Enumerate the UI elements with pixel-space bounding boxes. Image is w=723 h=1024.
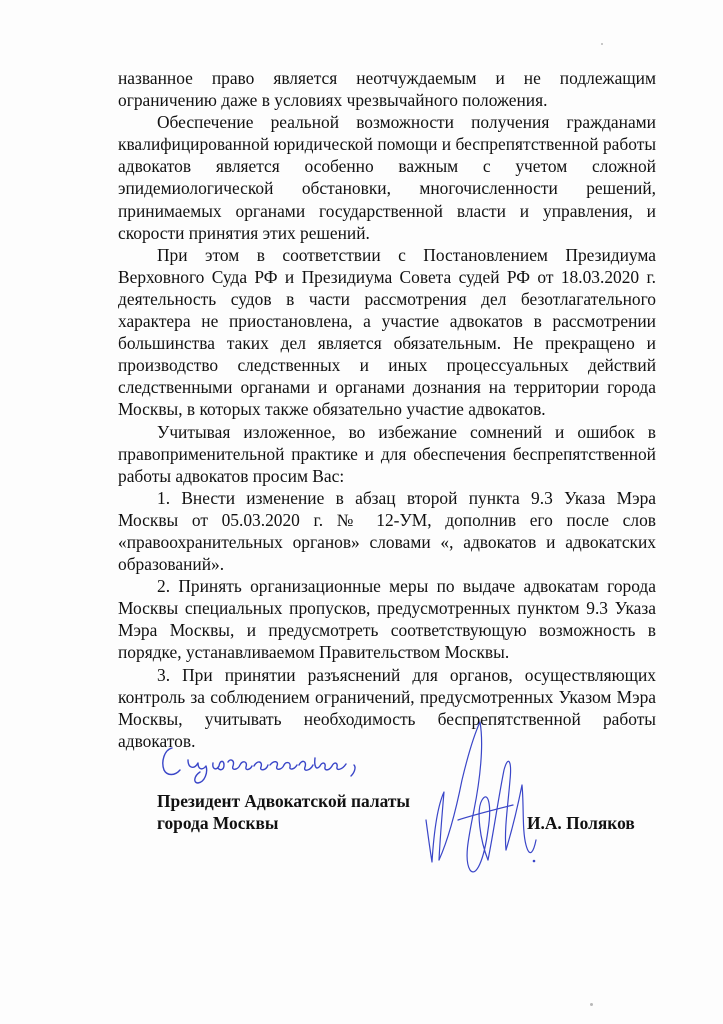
handwritten-closing — [158, 736, 368, 786]
signature — [418, 710, 548, 890]
paragraph-request-intro: Учитывая изложенное, во избежание сомнений и ошибок в правоприменительной практике и для обеспечения беспрепятственной работы адвокатов просим Вас: — [118, 421, 656, 486]
paragraph-legal-aid: Обеспечение реальной возможности получения гражданами квалифицированной юридической помощи и беспрепятственной работы адвокатов является особенно важным с учетом сложной эпидемиологической обстановки, многочисленности решений, принимаемых органами государственной власти и управления, и скорости принятия этих решений. — [118, 112, 656, 243]
request-item-2: 2. Принять организационные меры по выдаче адвокатам города Москвы специальных пропусков, предусмотренных пунктом 9.3 Указа Мэра Москвы, и предусмотреть соответствующую возможность в порядке, устанавливаемом Правительством Москвы. — [118, 576, 656, 663]
paragraph-courts-activity: При этом в соответствии с Постановлением Президиума Верховного Суда РФ и Президиума Совета судей РФ от 18.03.2020 г. деятельность судов в части рассмотрения дел безотлагательного характера не приостановлена, а участие адвокатов в рассмотрении большинства таких дел является обязательным. Не прекращено и производство следственных и иных процессуальных действий следственными органами и органами дознания на территории города Москвы, в которых также обязательно участие адвокатов. — [118, 244, 656, 420]
paragraph-continuation: названное право является неотчуждаемым и не подлежащим ограничению даже в условиях чрезвычайного положения. — [118, 68, 656, 111]
scan-speck — [590, 1003, 593, 1006]
signer-title-line-2: города Москвы — [157, 813, 279, 834]
signer-title — [157, 790, 427, 834]
signer-name: И.А. Поляков — [527, 813, 635, 833]
letter-body — [118, 67, 656, 752]
request-item-3: 3. При принятии разъяснений для органов, осуществляющих контроль за соблюдением ограничений, предусмотренных Указом Мэра Москвы, учитывать необходимость беспрепятственной работы адвокатов. — [118, 664, 656, 751]
handwritten-closing-drawing — [158, 736, 368, 786]
signature-drawing — [418, 710, 548, 890]
signer-title-line-1: Президент Адвокатской палаты — [157, 791, 410, 811]
request-item-1: 1. Внести изменение в абзац второй пункта 9.3 Указа Мэра Москвы от 05.03.2020 г. № 12-УМ, дополнив его после слов «правоохранительных органов» словами «, адвокатов и адвокатских образований». — [118, 487, 656, 575]
scan-speck — [601, 43, 603, 45]
